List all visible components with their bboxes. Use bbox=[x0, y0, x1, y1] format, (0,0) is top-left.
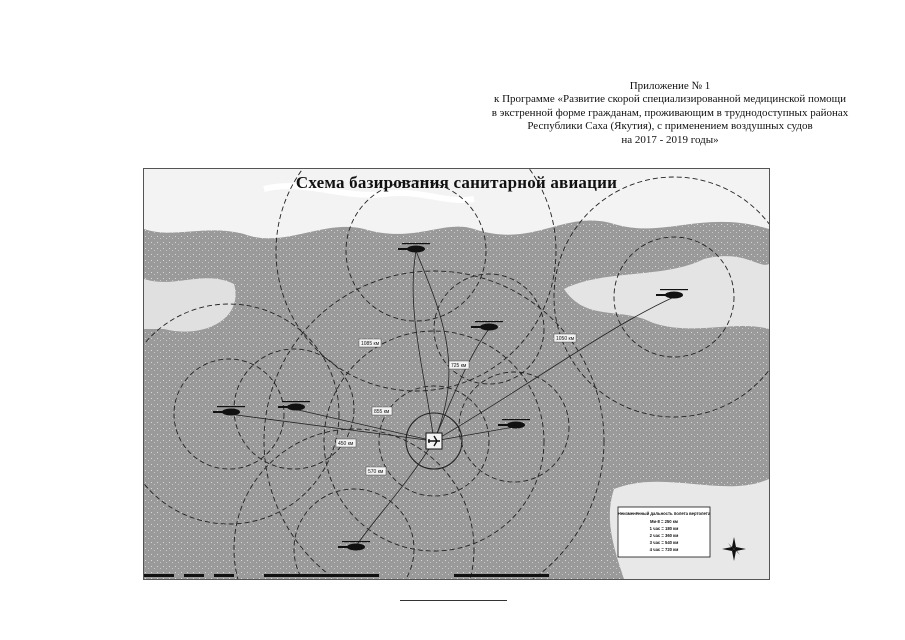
annex-line-2: к Программе «Развитие скорой специализированной медицинской помощи bbox=[493, 93, 847, 106]
legend-line: Ми-8 = 250 км bbox=[650, 519, 678, 524]
distance-label: 1085 км bbox=[361, 341, 380, 347]
legend-line: 2 час = 360 км bbox=[649, 533, 679, 538]
annex-line-3: в экстренной форме гражданам, проживающим в труднодоступных районах bbox=[491, 106, 849, 119]
map-legend bbox=[618, 507, 711, 557]
distance-label: 450 км bbox=[338, 441, 354, 447]
legend-line: 3 час = 540 км bbox=[649, 540, 679, 545]
legend-heading: Неизменённый дальность полета вертолета bbox=[617, 511, 711, 516]
distance-label: 725 км bbox=[451, 363, 467, 369]
map-title: Схема базирования санитарной авиации bbox=[295, 173, 618, 192]
distance-label: 855 км bbox=[374, 409, 390, 415]
distance-label: 570 км bbox=[368, 469, 384, 475]
annex-line-5: на 2017 - 2019 годы» bbox=[621, 133, 719, 146]
annex-header bbox=[400, 80, 905, 147]
annex-line-4: Республики Саха (Якутия), с применением воздушных судов bbox=[527, 120, 813, 133]
aviation-map bbox=[143, 168, 770, 580]
legend-line: 1 час = 180 км bbox=[649, 526, 679, 531]
map-svg bbox=[144, 169, 769, 579]
legend-line: 4 час = 720 км bbox=[649, 547, 679, 552]
footnote-divider bbox=[400, 600, 507, 601]
annex-line-1: Приложение № 1 bbox=[629, 80, 711, 92]
distance-label: 1050 км bbox=[556, 336, 575, 342]
airplane-icon bbox=[426, 433, 442, 449]
